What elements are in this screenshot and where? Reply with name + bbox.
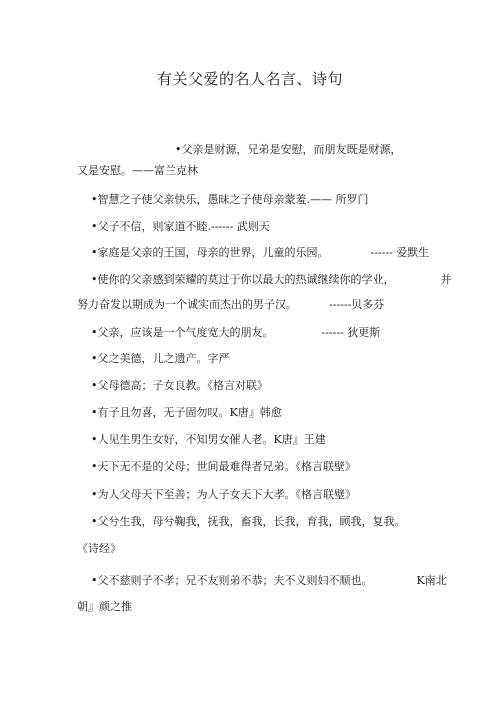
quote-text: •家庭是父亲的王国，母亲的世界，儿童的乐园。: [91, 246, 329, 259]
quote-line: •父兮生我，母兮鞠我，抚我，畜我，长我，育我，顾我，复我。: [91, 515, 406, 528]
quote-line: •有子且勿喜，无子固勿叹。K唐』韩愈: [91, 406, 282, 419]
quote-line: •智慧之子使父亲快乐，愚昧之子使母亲蒙羞.—— 所罗门: [91, 193, 369, 206]
quote-line: [91, 574, 447, 588]
quote-line: •父亲是财源，兄弟是安慰，而朋友既是财源，: [175, 143, 402, 156]
quote-line: [91, 326, 380, 340]
quote-line: •人见生男生女好，不知男女催人老。K唐』王建: [91, 433, 326, 446]
quote-line: [77, 298, 384, 312]
quote-text: 努力奋发以期成为一个诚实而杰出的男子汉。: [77, 298, 297, 311]
quote-line: 朝』颜之推: [77, 600, 132, 613]
quote-line: •天下无不是的父母；世间最难得者兄弟。《格言联壁》: [91, 460, 356, 473]
quote-text: •父亲，应该是一个气度宽大的朋友。: [91, 326, 274, 339]
quote-author: ------ 爱默生: [370, 246, 430, 259]
quote-text: 并: [440, 273, 452, 286]
document-title: 有关父爱的名人名言、诗句: [156, 70, 343, 88]
quote-line: 又是安慰。——富兰克林: [77, 164, 198, 177]
quote-author: ------ 狄更斯: [321, 326, 381, 339]
quote-author: ------贝多芬: [329, 298, 385, 311]
quote-text: •使你的父亲感到荣耀的莫过于你以最大的热诚继续你的学业，: [91, 273, 395, 286]
quote-line: •父子不信，则家道不睦.------ 武则天: [91, 220, 270, 233]
quote-line: •父母德高；子女良教。《格言对联》: [91, 379, 268, 392]
quote-line: •父之美德，儿之遗产。字严: [91, 352, 230, 365]
quote-line: [91, 246, 429, 260]
quote-author: K南北: [416, 574, 447, 587]
quote-text: •父不慈则子不孝；兄不友则弟不恭；夫不义则妇不顺也。: [91, 574, 373, 587]
quote-line: [91, 273, 452, 287]
quote-line: •为人父母天下至善；为人子女天下大孝。《格言联璧》: [91, 488, 356, 501]
quote-line: 《诗经》: [77, 542, 121, 555]
